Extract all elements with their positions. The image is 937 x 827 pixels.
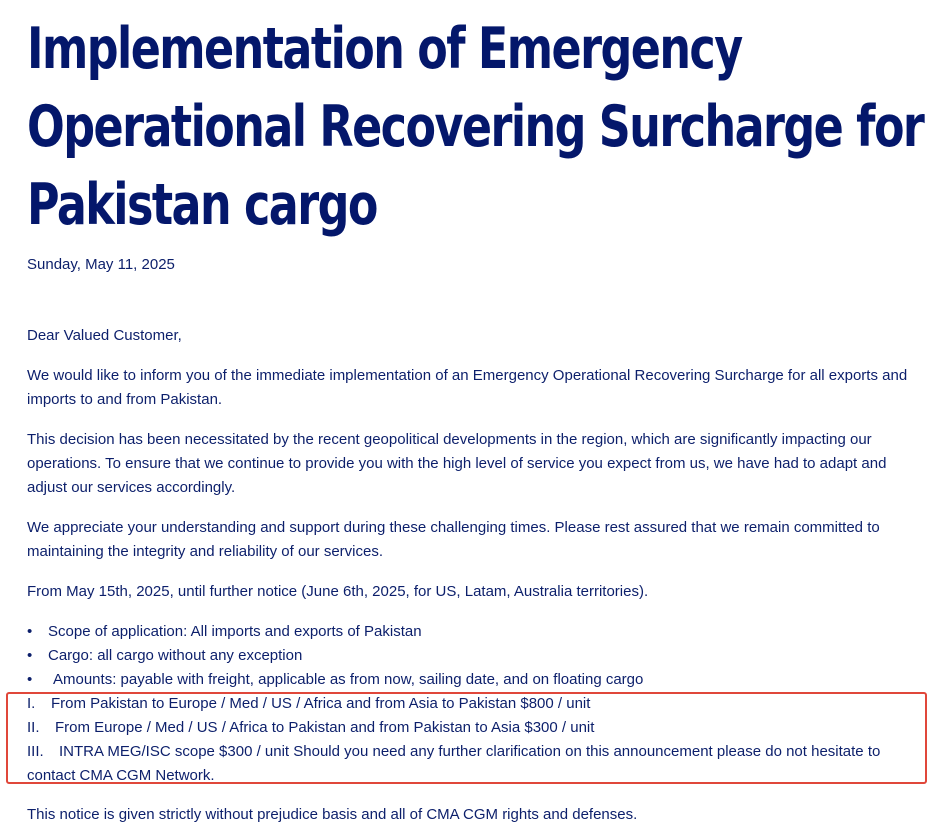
surcharge-list [27, 692, 922, 788]
surcharge-number: I. [27, 695, 36, 712]
details-list [27, 620, 917, 692]
list-item [27, 668, 917, 692]
surcharge-text: INTRA MEG/ISC scope $300 / unit Should you need any further clarification on this announcement please do not hesitate to contact CMA CGM Network. [27, 743, 881, 784]
article-title: Implementation of Emergency Operational Recovering Surcharge for Pakistan cargo [27, 16, 924, 238]
bullet-icon: • [27, 671, 33, 688]
surcharge-text: From Pakistan to Europe / Med / US / Africa and from Asia to Pakistan $800 / unit [51, 695, 591, 712]
paragraph-notice: This notice is given strictly without prejudice basis and all of CMA CGM rights and defenses. [27, 806, 638, 823]
surcharge-item [27, 716, 922, 740]
list-item-text: Amounts: payable with freight, applicable as from now, sailing date, and on floating cargo [53, 671, 644, 688]
list-item-text: Cargo: all cargo without any exception [48, 647, 303, 664]
list-item [27, 644, 917, 668]
greeting: Dear Valued Customer, [27, 327, 182, 344]
surcharge-number: III. [27, 743, 44, 760]
list-item-text: Scope of application: All imports and exports of Pakistan [48, 623, 422, 640]
article-date: Sunday, May 11, 2025 [27, 256, 175, 273]
paragraph-intro: We would like to inform you of the immediate implementation of an Emergency Operational Recovering Surcharge for all exports and imports to and from Pakistan. [27, 367, 908, 408]
surcharge-item [27, 692, 922, 716]
surcharge-item [27, 740, 922, 788]
bullet-icon: • [27, 623, 33, 640]
surcharge-text: From Europe / Med / US / Africa to Pakistan and from Pakistan to Asia $300 / unit [55, 719, 595, 736]
bullet-icon: • [27, 647, 33, 664]
paragraph-reason: This decision has been necessitated by the recent geopolitical developments in the region, which are significantly impacting our operations. To ensure that we continue to provide you with the high level of service you expect from us, we have had to adapt and adjust our services accordingly. [27, 431, 887, 496]
surcharge-number: II. [27, 719, 40, 736]
paragraph-appreciation: We appreciate your understanding and support during these challenging times. Please rest assured that we remain committed to maintaining the integrity and reliability of our services. [27, 519, 880, 560]
list-item [27, 620, 917, 644]
paragraph-effective-date: From May 15th, 2025, until further notice (June 6th, 2025, for US, Latam, Australia territories). [27, 583, 649, 600]
